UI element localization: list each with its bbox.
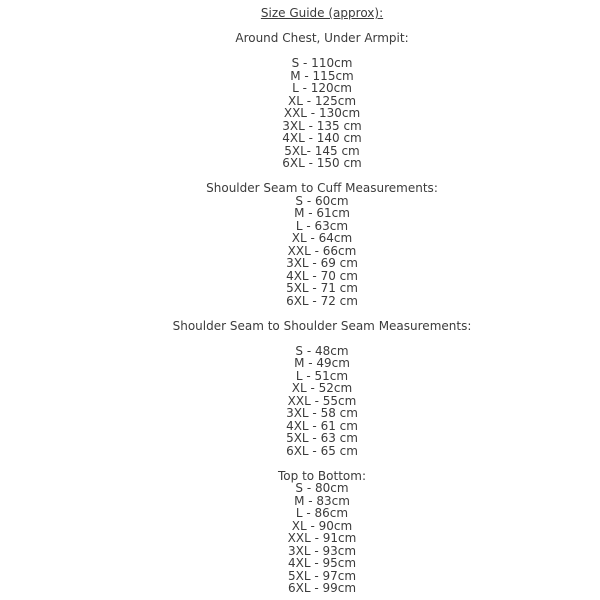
- size-list: [44, 482, 600, 595]
- page-title: Size Guide (approx):: [260, 6, 384, 20]
- size-item: 5XL- 145 cm: [284, 143, 360, 158]
- size-item: XL - 52cm: [291, 381, 353, 395]
- size-item: 6XL - 99cm: [287, 581, 357, 595]
- size-item: S - 80cm: [295, 481, 349, 495]
- size-list: [44, 195, 600, 308]
- size-item: 5XL - 97cm: [287, 568, 357, 583]
- size-item: 4XL - 61 cm: [286, 418, 358, 433]
- size-item: M - 61cm: [294, 206, 350, 220]
- size-item: L - 63cm: [295, 218, 349, 233]
- size-item: XXL - 66cm: [287, 243, 357, 258]
- size-list: [44, 57, 600, 170]
- size-item: XL - 125cm: [287, 93, 357, 108]
- size-section-chest: [44, 32, 600, 170]
- section-heading: Around Chest, Under Armpit:: [235, 31, 409, 45]
- size-section-top-to-bottom: [44, 470, 600, 595]
- size-list: [44, 345, 600, 458]
- size-item: 6XL - 150 cm: [282, 156, 362, 170]
- size-item: 6XL - 72 cm: [286, 293, 358, 308]
- size-item: XL - 64cm: [291, 231, 353, 245]
- size-item: 5XL - 71 cm: [286, 281, 358, 295]
- section-heading: Top to Bottom:: [278, 468, 366, 483]
- size-item: M - 83cm: [294, 493, 350, 508]
- size-item: L - 120cm: [292, 81, 352, 95]
- size-item: XL - 90cm: [291, 518, 353, 533]
- size-item: 4XL - 95cm: [287, 556, 357, 570]
- size-item: 3XL - 58 cm: [286, 406, 358, 420]
- size-item: L - 86cm: [295, 506, 349, 520]
- size-section-shoulder-to-shoulder: [44, 320, 600, 458]
- size-item: S - 60cm: [295, 193, 349, 208]
- size-item: 5XL - 63 cm: [286, 431, 358, 445]
- size-item: M - 115cm: [290, 68, 354, 83]
- size-item: 6XL - 65 cm: [286, 443, 358, 458]
- size-item: 3XL - 93cm: [287, 543, 357, 558]
- size-item: M - 49cm: [294, 356, 350, 370]
- section-heading: Shoulder Seam to Shoulder Seam Measurements:: [172, 318, 472, 333]
- size-item: S - 48cm: [295, 343, 349, 358]
- size-item: 4XL - 140 cm: [282, 131, 362, 145]
- size-item: L - 51cm: [295, 368, 349, 383]
- size-item: 3XL - 135 cm: [282, 118, 362, 133]
- size-item: S - 110cm: [291, 56, 353, 70]
- size-item: XXL - 130cm: [283, 106, 361, 120]
- size-item: XXL - 91cm: [287, 531, 357, 545]
- size-item: XXL - 55cm: [287, 393, 357, 408]
- size-section-shoulder-to-cuff: [44, 182, 600, 307]
- size-item: 3XL - 69 cm: [286, 256, 358, 270]
- size-item: 4XL - 70 cm: [286, 268, 358, 283]
- section-heading: Shoulder Seam to Cuff Measurements:: [206, 181, 438, 195]
